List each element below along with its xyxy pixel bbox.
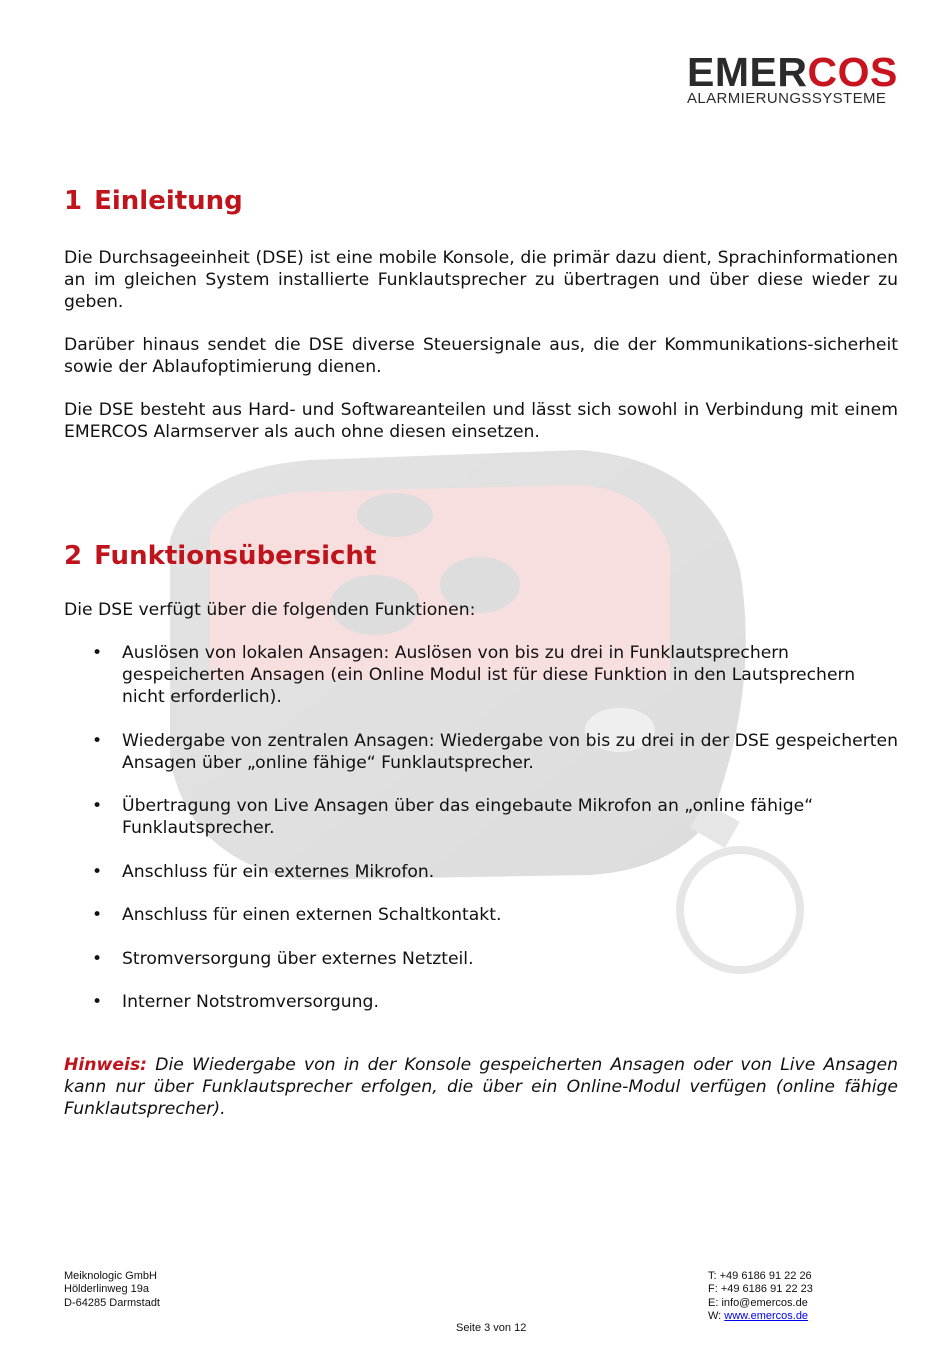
list-item-text: Interner Notstromversorgung. [122, 992, 379, 1012]
list-item-text: Übertragung von Live Ansagen über das eingebaute Mikrofon an „online fähige“ Funklautsprecher. [122, 796, 814, 838]
bullet: • [92, 992, 103, 1012]
section-1-paragraph-1: Die Durchsageeinheit (DSE) ist eine mobile Konsole, die primär dazu dient, Sprachinformationen an im gleichen System installierte Funklautsprecher zu übertragen und über diese wieder zu geben. [64, 248, 898, 312]
footer-contact [708, 1270, 813, 1323]
section-2-title: Funktionsübersicht [94, 541, 377, 571]
section-2-heading [64, 541, 376, 571]
footer-city: D-64285 Darmstadt [64, 1296, 160, 1309]
hint-text: Die Wiedergabe von in der Konsole gespeicherten Ansagen oder von Live Ansagen kann nur über Funklautsprecher erfolgen, die über ein Online-Modul verfügen (online fähige Funklautsprecher). [64, 1055, 898, 1119]
website-link[interactable]: www.emercos.de [724, 1309, 809, 1322]
list-item-text: Anschluss für einen externen Schaltkontakt. [122, 905, 502, 925]
section-1-title: Einleitung [94, 186, 243, 216]
footer-street: Hölderlinweg 19a [64, 1283, 149, 1296]
bullet: • [92, 905, 103, 925]
list-item-text: Anschluss für ein externes Mikrofon. [122, 861, 435, 882]
company-logo [687, 49, 898, 107]
logo-brand-primary: EMER [687, 49, 808, 95]
footer-email: E: info@emercos.de [708, 1296, 808, 1309]
hint-note [64, 1054, 898, 1120]
page-number: Seite 3 von 12 [456, 1322, 527, 1334]
bullet: • [92, 796, 103, 816]
bullet: • [92, 861, 103, 882]
footer-phone: T: +49 6186 91 22 26 [708, 1270, 812, 1282]
list-item [64, 861, 898, 883]
section-2-intro: Die DSE verfügt über die folgenden Funktionen: [64, 600, 476, 620]
section-1-heading [64, 186, 243, 216]
list-item [64, 795, 898, 839]
bullet: • [92, 643, 103, 663]
footer-fax: F: +49 6186 91 22 23 [708, 1283, 813, 1296]
section-1-paragraph-3: Die DSE besteht aus Hard- und Softwareanteilen und lässt sich sowohl in Verbindung mit einem EMERCOS Alarmserver als auch ohne diesen einsetzen. [64, 400, 898, 442]
footer-web [708, 1310, 813, 1323]
hint-label: Hinweis: [64, 1055, 148, 1075]
footer-company: Meiknologic GmbH [64, 1270, 157, 1282]
list-item [64, 642, 898, 708]
list-item-text: Auslösen von lokalen Ansagen: Auslösen von bis zu drei in Funklautsprechern gespeicherten Ansagen (ein Online Modul ist für diese Funktion in den Lautsprechern nicht erforderlich). [122, 643, 856, 707]
logo-wordmark [687, 49, 898, 95]
section-1-number: 1 [64, 186, 83, 216]
footer-web-label: W: [708, 1309, 725, 1322]
bullet: • [92, 730, 103, 751]
bullet: • [92, 948, 103, 969]
list-item-text: Stromversorgung über externes Netzteil. [122, 948, 474, 969]
list-item [64, 991, 898, 1013]
footer-address [64, 1270, 160, 1310]
list-item [64, 904, 898, 926]
section-2-number: 2 [64, 541, 83, 571]
logo-tagline: ALARMIERUNGSSYSTEME [687, 90, 887, 107]
function-list [64, 642, 898, 1035]
list-item-text: Wiedergabe von zentralen Ansagen: Wiedergabe von bis zu drei in der DSE gespeicherten Ansagen über „online fähige“ Funklautsprecher. [122, 730, 898, 773]
section-1-paragraph-2: Darüber hinaus sendet die DSE diverse Steuersignale aus, die der Kommunikations-sicherheit sowie der Ablaufoptimierung dienen. [64, 335, 898, 377]
list-item [64, 730, 898, 774]
list-item [64, 948, 898, 970]
logo-brand-accent: COS [807, 49, 898, 95]
